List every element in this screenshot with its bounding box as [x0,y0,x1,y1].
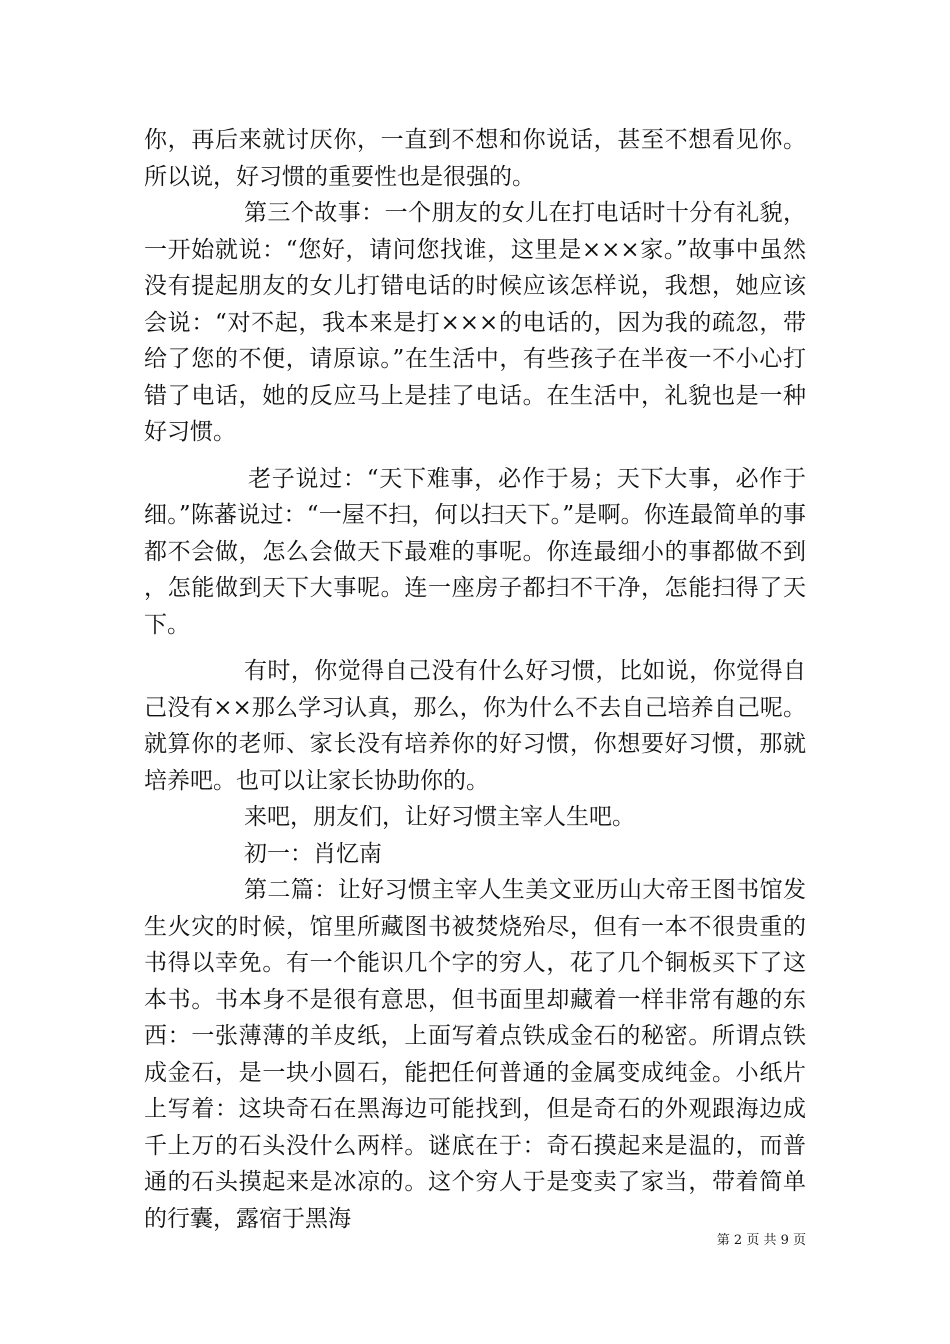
paragraph-self-cultivation: 有时，你觉得自己没有什么好习惯，比如说，你觉得自己没有××那么学习认真，那么，你为什么不去自己培养自己呢。就算你的老师、家长没有培养你的好习惯，你想要好习惯，那就培养吧。也可以让家长协助你的。 [144,658,806,794]
document-body [144,122,806,1237]
page-number-footer: 第 2 页 共 9 页 [716,1233,806,1248]
paragraph-second-essay: 第二篇：让好习惯主宰人生美文亚历山大帝王图书馆发生火灾的时候，馆里所藏图书被焚烧殆尽，但有一本不很贵重的书得以幸免。有一个能识几个字的穷人，花了几个铜板买下了这本书。书本身不是很有意思，但书面里却藏着一样非常有趣的东西：一张薄薄的羊皮纸，上面写着点铁成金石的秘密。所谓点铁成金石，是一块小圆石，能把任何普通的金属变成纯金。小纸片上写着：这块奇石在黑海边可能找到，但是奇石的外观跟海边成千上万的石头没什么两样。谜底在于：奇石摸起来是温的，而普通的石头摸起来是冰凉的。这个穷人于是变卖了家当，带着简单的行囊，露宿于黑海 [144,877,806,1232]
paragraph-third-story: 第三个故事：一个朋友的女儿在打电话时十分有礼貌，一开始就说：“您好，请问您找谁，这里是×××家。”故事中虽然没有提起朋友的女儿打错电话的时候应该怎样说，我想，她应该会说：“对不起，我本来是打×××的电话的，因为我的疏忽，带给了您的不便，请原谅。”在生活中，有些孩子在半夜一不小心打错了电话，她的反应马上是挂了电话。在生活中，礼貌也是一种好习惯。 [144,200,806,445]
paragraph-author-signature: 初一：肖忆南 [244,840,382,867]
paragraph-closing-call: 来吧，朋友们，让好习惯主宰人生吧。 [244,804,635,830]
paragraph-laozi-quote: 老子说过：“天下难事，必作于易；天下大事，必作于细。”陈蕃说过：“一屋不扫，何以扫天下。”是啊。你连最简单的事都不会做，怎么会做天下最难的事呢。你连最细小的事都做不到，怎能做到天下大事呢。连一座房子都扫不干净，怎能扫得了天下。 [144,465,806,638]
paragraph-continuation: 你，再后来就讨厌你，一直到不想和你说话，甚至不想看见你。所以说，好习惯的重要性也是很强的。 [144,127,806,190]
